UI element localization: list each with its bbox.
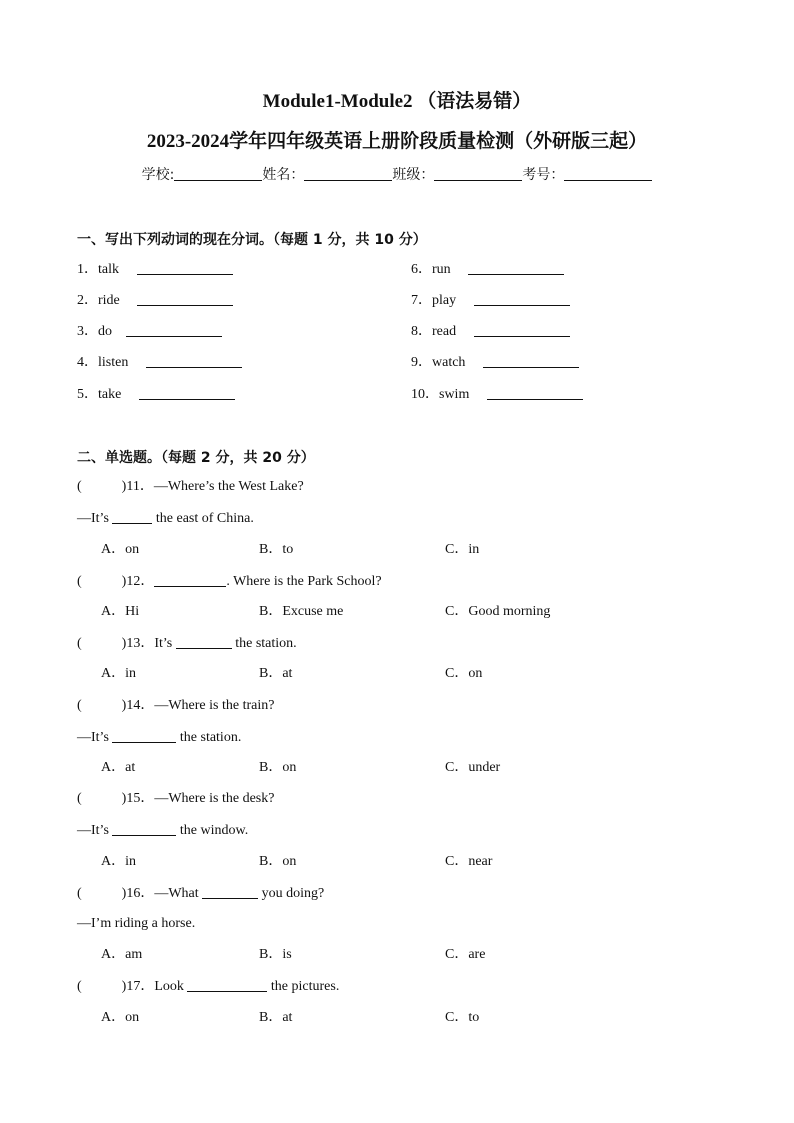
vocab-item: 2．ride bbox=[77, 291, 233, 310]
number-label: 考号： bbox=[522, 167, 565, 183]
option-b: B．Excuse me bbox=[259, 604, 344, 619]
section1-title: 一、写出下列动词的现在分词。（每题 1 分，共 10 分） bbox=[77, 232, 427, 248]
question-12: ( )12． . Where is the Park School? bbox=[77, 574, 382, 589]
option-b: B．at bbox=[259, 1010, 293, 1025]
vocab-item: 7．play bbox=[411, 291, 570, 310]
question-11: ( )11．—Where’s the West Lake? bbox=[77, 479, 304, 494]
vocab-item: 4．listen bbox=[77, 353, 242, 372]
option-b: B．to bbox=[259, 542, 294, 557]
option-a: A．Hi bbox=[101, 604, 140, 619]
answer-line: —It’s the east of China. bbox=[77, 511, 254, 526]
option-b: B．on bbox=[259, 760, 297, 775]
question-15: ( )15．—Where is the desk? bbox=[77, 791, 275, 806]
option-a: A．on bbox=[101, 542, 140, 557]
answer-blank bbox=[112, 728, 176, 743]
name-label: 姓名： bbox=[262, 167, 305, 183]
class-blank bbox=[434, 166, 522, 181]
option-c: C．to bbox=[445, 1010, 480, 1025]
page-title: Module1-Module2 （语法易错） bbox=[262, 91, 532, 112]
option-c: C．are bbox=[445, 947, 486, 962]
answer-blank bbox=[202, 884, 258, 899]
answer-blank bbox=[112, 509, 152, 524]
name-blank bbox=[304, 166, 392, 181]
option-b: B．is bbox=[259, 947, 292, 962]
answer-blank bbox=[146, 353, 242, 368]
vocab-item: 8．read bbox=[411, 322, 570, 341]
answer-blank bbox=[176, 634, 232, 649]
option-b: B．on bbox=[259, 854, 297, 869]
option-c: C．in bbox=[445, 542, 480, 557]
answer-blank bbox=[468, 260, 564, 275]
answer-blank bbox=[137, 291, 233, 306]
vocab-item: 10．swim bbox=[411, 385, 583, 404]
student-info-line bbox=[0, 164, 794, 184]
answer-blank bbox=[483, 353, 579, 368]
vocab-item: 5．take bbox=[77, 385, 235, 404]
vocab-item: 3．do bbox=[77, 322, 222, 341]
option-a: A．on bbox=[101, 1010, 140, 1025]
school-label: 学校: bbox=[141, 167, 175, 183]
option-a: A．am bbox=[101, 947, 143, 962]
answer-blank bbox=[154, 572, 226, 587]
option-c: C．under bbox=[445, 760, 501, 775]
question-17: ( )17．Look the pictures. bbox=[77, 979, 340, 994]
question-13: ( )13．It’s the station. bbox=[77, 636, 297, 651]
school-blank bbox=[174, 166, 262, 181]
question-14: ( )14．—Where is the train? bbox=[77, 698, 275, 713]
answer-blank bbox=[474, 291, 570, 306]
answer-blank bbox=[112, 821, 176, 836]
answer-line: —It’s the window. bbox=[77, 823, 249, 838]
page-subtitle: 2023-2024学年四年级英语上册阶段质量检测（外研版三起） bbox=[146, 131, 648, 152]
vocab-item: 1．talk bbox=[77, 260, 233, 279]
answer-blank bbox=[487, 385, 583, 400]
answer-blank bbox=[137, 260, 233, 275]
answer-blank bbox=[474, 322, 570, 337]
class-label: 班级： bbox=[392, 167, 435, 183]
section2-title: 二、单选题。（每题 2 分，共 20 分） bbox=[77, 450, 315, 466]
option-c: C．Good morning bbox=[445, 604, 551, 619]
vocab-item: 9．watch bbox=[411, 353, 579, 372]
answer-blank bbox=[139, 385, 235, 400]
option-a: A．in bbox=[101, 854, 136, 869]
answer-line: —I’m riding a horse. bbox=[77, 916, 196, 931]
answer-blank bbox=[126, 322, 222, 337]
option-c: C．near bbox=[445, 854, 493, 869]
option-a: A．in bbox=[101, 666, 136, 681]
option-b: B．at bbox=[259, 666, 293, 681]
question-16: ( )16．—What you doing? bbox=[77, 886, 325, 901]
answer-line: —It’s the station. bbox=[77, 730, 242, 745]
vocab-item: 6．run bbox=[411, 260, 564, 279]
number-blank bbox=[564, 166, 652, 181]
option-a: A．at bbox=[101, 760, 136, 775]
option-c: C．on bbox=[445, 666, 483, 681]
answer-blank bbox=[187, 977, 267, 992]
